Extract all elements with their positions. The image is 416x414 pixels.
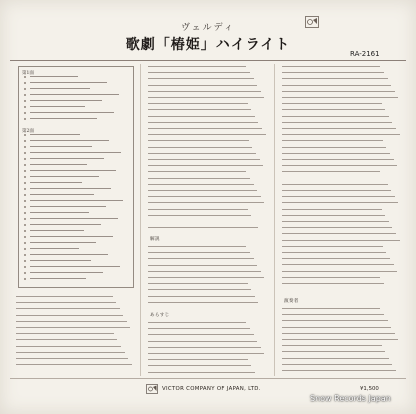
text-line [148,365,251,366]
text-line [148,328,250,329]
track-title-line [30,242,96,243]
track-title-line [30,88,90,89]
text-line [282,91,395,92]
section-heading-4: あらすじ [150,313,170,318]
header-rule [10,60,406,61]
text-line [16,364,132,365]
text-line [16,302,116,303]
track-title-line [30,176,99,177]
track-title-line [30,278,86,279]
catalog-number: RA-2161 [350,50,380,58]
text-line [282,271,397,272]
track-bullet [24,88,26,90]
text-line [282,147,386,148]
track-title-line [30,170,116,171]
track-title-line [30,230,84,231]
text-line [282,258,390,259]
track-bullet [24,224,26,226]
track-bullet [24,278,26,280]
text-line [148,246,246,247]
text-line [282,72,384,73]
track-bullet [24,158,26,160]
text-line [148,116,255,117]
text-line [16,333,114,334]
text-line [282,128,396,129]
album-title: 歌劇「椿姫」ハイライト [125,37,291,53]
text-line [282,184,388,185]
text-line [282,215,385,216]
text-line [148,66,246,67]
text-line [148,265,257,266]
text-line [148,353,264,354]
text-line [282,116,389,117]
track-bullet [24,248,26,250]
track-title-line [30,140,109,141]
text-line [148,258,254,259]
track-title-line [30,100,102,101]
track-title-line [30,224,101,225]
composer-name: ヴェルディ [181,23,235,33]
text-line [148,252,250,253]
text-line [282,209,382,210]
text-line [148,202,264,203]
track-bullet [24,230,26,232]
text-line [282,320,388,321]
text-line [148,109,251,110]
track-title-line [30,272,103,273]
seller-watermark: Snow Records Japan [310,394,391,403]
text-line [148,171,246,172]
track-title-line [30,236,113,237]
track-side-1-label: 第1面 [22,71,34,76]
track-bullet [24,200,26,202]
track-bullet [24,100,26,102]
text-line [148,190,257,191]
track-title-line [30,260,91,261]
track-bullet [24,236,26,238]
text-line [282,134,400,135]
record-company-name: VICTOR COMPANY OF JAPAN, LTD. [162,386,261,392]
track-title-line [30,248,79,249]
text-line [148,227,258,228]
track-bullet [24,76,26,78]
text-line [148,97,264,98]
text-line [148,78,254,79]
text-line [16,339,117,340]
text-line [148,91,261,92]
track-title-line [30,112,114,113]
text-line [282,345,382,346]
text-line [148,184,254,185]
track-title-line [30,118,97,119]
text-line [282,171,380,172]
track-title-line [30,254,108,255]
track-title-line [30,152,121,153]
track-bullet [24,182,26,184]
track-title-line [30,188,111,189]
track-bullet [24,146,26,148]
victor-footer-logo-icon [146,384,158,394]
text-line [282,109,385,110]
track-bullet [24,134,26,136]
text-line [148,322,246,323]
text-line [282,240,400,241]
text-line [282,103,382,104]
text-line [282,85,391,86]
track-title-line [30,194,94,195]
track-title-line [30,106,85,107]
text-line [148,209,248,210]
text-line [282,165,397,166]
text-line [282,78,388,79]
track-bullet [24,106,26,108]
track-title-line [30,82,107,83]
text-line [282,233,396,234]
text-line [148,296,255,297]
track-title-line [30,94,119,95]
text-line [16,321,127,322]
text-line [16,352,125,353]
text-line [16,358,128,359]
text-line [148,215,251,216]
track-bullet [24,242,26,244]
text-line [16,315,123,316]
text-line [148,302,258,303]
text-line [282,252,386,253]
track-bullet [24,94,26,96]
text-line [148,140,249,141]
text-line [282,159,394,160]
track-bullet [24,260,26,262]
text-line [282,202,398,203]
track-title-line [30,134,80,135]
text-line [282,66,380,67]
text-line [148,178,250,179]
text-line [282,277,380,278]
section-heading-6: 演奏者 [284,299,299,304]
text-line [282,358,389,359]
track-bullet [24,266,26,268]
track-bullet [24,218,26,220]
track-title-line [30,266,120,267]
text-line [148,283,248,284]
text-line [148,122,258,123]
track-title-line [30,164,87,165]
track-bullet [24,206,26,208]
text-line [282,314,384,315]
text-line [148,165,263,166]
text-line [148,103,248,104]
text-line [282,140,383,141]
column-divider-2 [274,64,275,376]
track-bullet [24,272,26,274]
track-title-line [30,158,104,159]
track-title-line [30,182,82,183]
text-line [282,246,383,247]
text-line [282,351,385,352]
text-line [148,147,252,148]
text-line [148,341,257,342]
text-line [282,339,398,340]
track-bullet [24,118,26,120]
text-line [282,370,396,371]
text-line [282,364,392,365]
text-line [148,85,257,86]
track-title-line [30,76,78,77]
track-bullet [24,254,26,256]
track-bullet [24,152,26,154]
track-title-line [30,218,118,219]
text-line [16,327,130,328]
track-bullet [24,112,26,114]
text-line [148,359,248,360]
track-bullet [24,212,26,214]
price-label: ¥1,500 [360,386,379,392]
text-line [148,134,266,135]
text-line [148,271,261,272]
text-line [282,122,392,123]
text-line [16,346,121,347]
text-line [282,196,395,197]
track-bullet [24,170,26,172]
text-line [148,196,261,197]
track-side-2-label: 第2面 [22,129,34,134]
track-bullet [24,188,26,190]
track-title-line [30,200,123,201]
text-line [16,308,120,309]
footer-rule [10,378,406,379]
text-line [148,153,256,154]
text-line [282,153,390,154]
track-title-line [30,206,106,207]
track-bullet [24,140,26,142]
track-bullet [24,176,26,178]
track-bullet [24,164,26,166]
text-line [282,227,392,228]
text-line [148,347,261,348]
text-line [148,159,260,160]
text-line [148,334,254,335]
text-line [148,372,255,373]
text-line [282,333,395,334]
text-line [148,289,251,290]
text-line [282,283,384,284]
track-bullet [24,82,26,84]
text-line [282,221,389,222]
text-line [282,327,391,328]
section-heading-1: 解説 [150,237,160,242]
text-line [148,277,264,278]
track-title-line [30,212,89,213]
text-line [282,264,394,265]
text-line [148,128,262,129]
text-line [148,72,250,73]
text-line [282,190,391,191]
text-line [282,97,398,98]
text-line [16,296,113,297]
column-divider-1 [140,64,141,376]
track-bullet [24,194,26,196]
text-line [282,308,380,309]
track-title-line [30,146,92,147]
